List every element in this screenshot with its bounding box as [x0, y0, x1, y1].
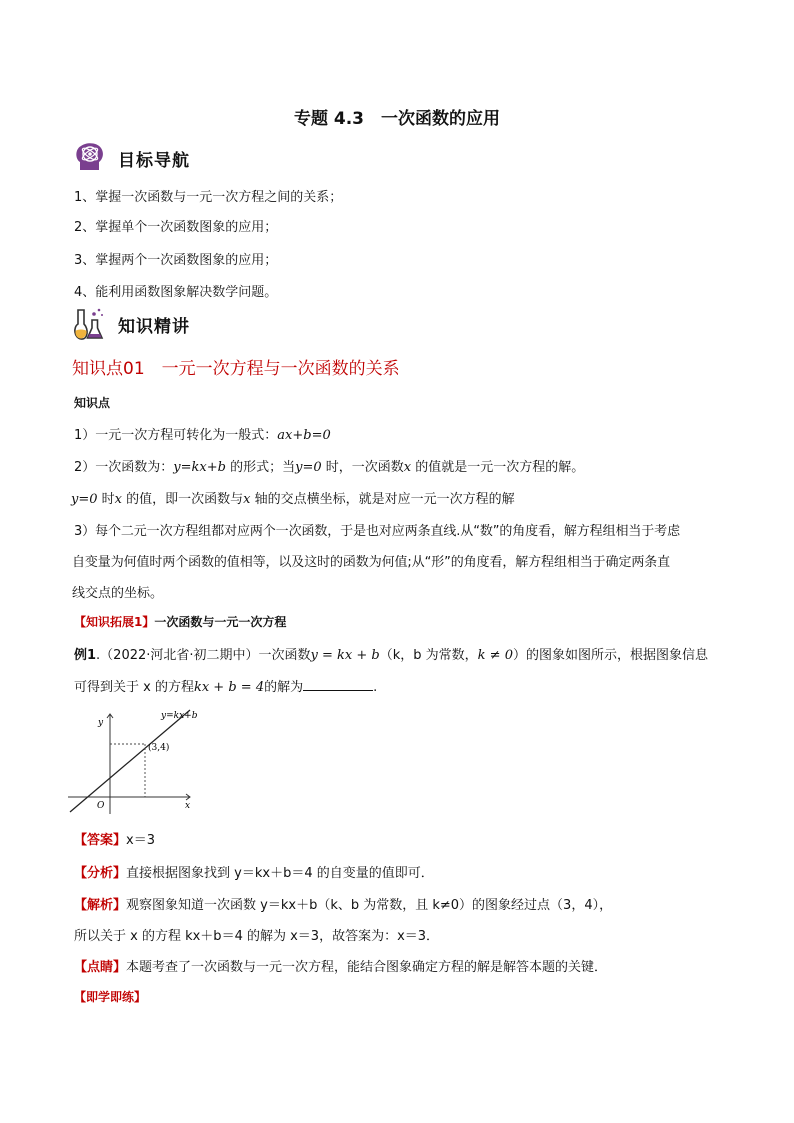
objective-item: 4、能利用函数图象解决数学问题。 — [74, 285, 278, 300]
answer-label: 【答案】 — [74, 833, 127, 848]
solution-label: 【解析】 — [74, 898, 127, 913]
kp-line-5: 自变量为何值时两个函数的值相等，以及这时的函数为何值;从“形”的角度看，解方程组相当于确定两条直 — [72, 555, 671, 570]
practice-heading — [74, 988, 146, 1005]
line-label: y=kx+b — [161, 711, 198, 721]
text: （k，b 为常数， — [379, 648, 478, 663]
formula: x — [243, 492, 251, 507]
solution-text: 观察图象知道一次函数 y＝kx＋b（k、b 为常数，且 k≠0）的图象经过点（3，4）， — [126, 898, 613, 913]
comment-line — [74, 956, 607, 975]
text: 2）一次函数为： — [74, 460, 174, 475]
kp-line-6: 线交点的坐标。 — [72, 586, 164, 601]
answer-blank — [303, 678, 373, 691]
extension-heading — [74, 613, 286, 630]
formula: y=0 — [295, 460, 322, 475]
analysis-text: 直接根据图象找到 y＝kx＋b＝4 的自变量的值即可． — [126, 866, 434, 881]
function-graph — [68, 704, 203, 816]
kp-line-3 — [71, 488, 515, 507]
formula: y=0 — [71, 492, 98, 507]
formula: ax+b=0 — [277, 428, 331, 443]
section-label: 目标导航 — [118, 150, 190, 171]
formula: y = kx + b — [310, 648, 380, 663]
text: 的值，即一次函数与 — [122, 492, 244, 507]
analysis-line — [74, 862, 434, 881]
analysis-label: 【分析】 — [74, 866, 127, 881]
text: 可得到关于 x 的方程 — [74, 680, 194, 695]
kp-line-1 — [74, 424, 331, 443]
text: 的解为 — [264, 680, 304, 695]
text: 1）一元一次方程可转化为一般式： — [74, 428, 278, 443]
y-axis-label: y — [98, 718, 104, 728]
page-title: 专题 4.3 一次函数的应用 — [293, 109, 501, 129]
section-knowledge — [72, 306, 190, 342]
example-label: 例1 — [74, 648, 97, 663]
comment-text: 本题考查了一次函数与一元一次方程，能结合图象确定方程的解是解答本题的关键． — [126, 960, 608, 975]
x-axis-label: x — [185, 801, 191, 811]
solution-line-1 — [74, 894, 612, 913]
objective-item: 2、掌握单个一次函数图象的应用； — [74, 220, 278, 235]
point-label: (3,4) — [148, 743, 170, 753]
formula: kx + b = 4 — [193, 680, 265, 695]
text: . — [373, 680, 378, 695]
text: 的值就是一元一次方程的解。 — [411, 460, 585, 475]
answer-text: x＝3 — [126, 833, 155, 848]
knowledge-point-label: 知识点 — [74, 396, 111, 410]
text: 的形式；当 — [225, 460, 296, 475]
extension-label: 【知识拓展1】 — [74, 615, 155, 629]
text: ）的图象如图所示，根据图象信息 — [512, 648, 708, 663]
formula: x — [114, 492, 122, 507]
kp-line-2 — [74, 456, 584, 475]
knowledge-point-title: 知识点01 一元一次方程与一次函数的关系 — [72, 359, 400, 379]
section-target-nav — [72, 140, 190, 176]
objective-item: 1、掌握一次函数与一元一次方程之间的关系； — [74, 190, 343, 205]
formula: x — [403, 460, 412, 475]
lab-flask-icon — [72, 306, 108, 342]
comment-label: 【点睛】 — [74, 960, 127, 975]
text: 时，一次函数 — [321, 460, 404, 475]
solution-line-2: 所以关于 x 的方程 kx＋b＝4 的解为 x＝3，故答案为：x＝3． — [74, 929, 440, 944]
kp-line-4: 3）每个二元一次方程组都对应两个一次函数，于是也对应两条直线.从“数”的角度看，解方程组相当于考虑 — [74, 524, 680, 539]
origin-label: O — [97, 801, 105, 811]
practice-label: 【即学即练】 — [74, 990, 147, 1004]
brain-atom-icon — [72, 140, 108, 176]
text: 轴的交点横坐标，就是对应一元一次方程的解 — [250, 492, 515, 507]
text: 时 — [97, 492, 115, 507]
formula: y=kx+b — [173, 460, 226, 475]
objective-item: 3、掌握两个一次函数图象的应用； — [74, 253, 278, 268]
extension-text: 一次函数与一元一次方程 — [154, 615, 287, 629]
section-label: 知识精讲 — [118, 316, 190, 337]
example-line-1 — [74, 644, 708, 663]
formula: k ≠ 0 — [477, 648, 513, 663]
text: .（2022·河北省·初二期中）一次函数 — [96, 648, 311, 663]
example-line-2 — [74, 676, 377, 695]
answer-line — [74, 829, 155, 848]
